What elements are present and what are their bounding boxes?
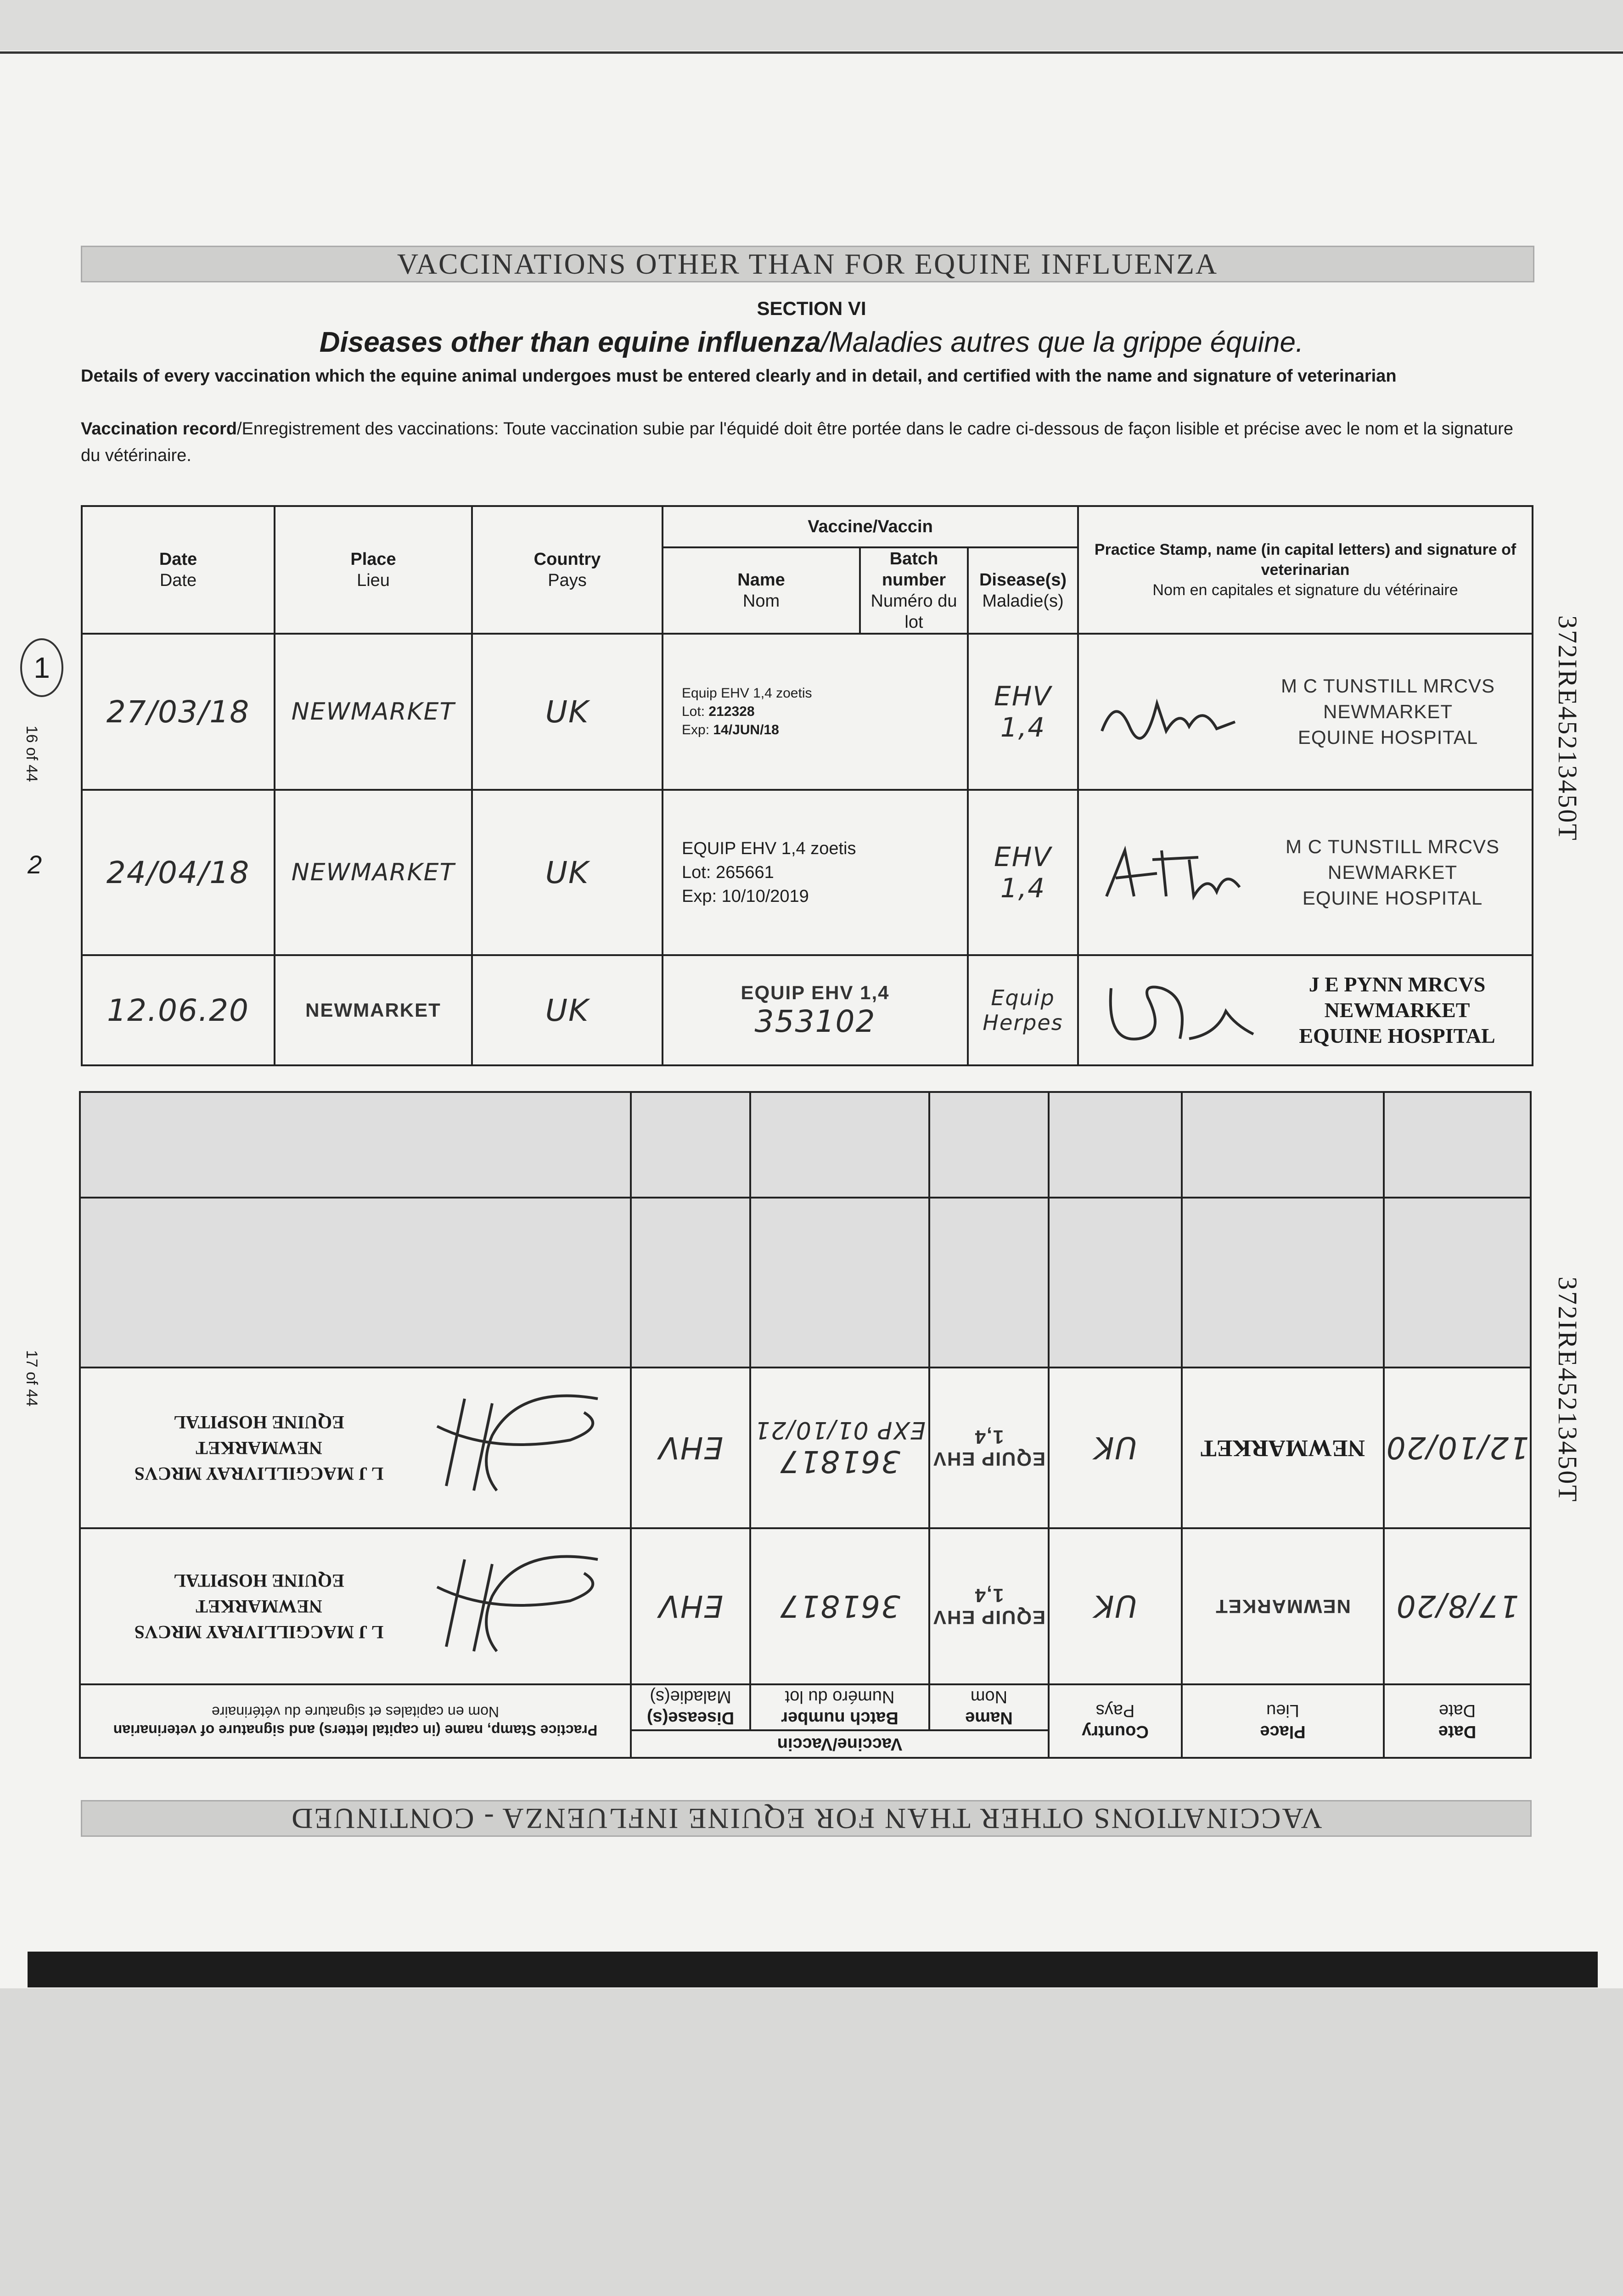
row1-vaccine-sticker: Equip EHV 1,4 zoetis Lot: 212328 Exp: 14/JUN/18 — [663, 634, 968, 790]
header-vaccine: Vaccine/Vaccin — [663, 506, 1078, 547]
page-title — [0, 326, 1623, 359]
row3-vaccine-name: EQUIP EHV 1,4 — [741, 981, 890, 1003]
row2-disease: EHV 1,4 — [968, 790, 1078, 955]
vet-signature — [1097, 970, 1263, 1052]
rot-row2-disease: EHV — [631, 1367, 750, 1528]
rot-row1-date: 17/8/20 — [1384, 1528, 1531, 1684]
rot-row1-vaccine-name: EQUIP EHV 1,4 — [929, 1528, 1049, 1684]
header-country: Country Pays — [1049, 1684, 1182, 1758]
rot-row1-lot: 361817 — [750, 1528, 929, 1684]
margin-number: 2 — [28, 850, 42, 879]
scan-bottom-border — [0, 1988, 1623, 2296]
row3-disease: Equip Herpes — [968, 955, 1078, 1065]
vaccination-table-continued — [79, 1091, 1532, 1759]
instructions-french-text: /Enregistrement des vaccinations: Toute vaccination subie par l'équidé doit être portée dans le cadre ci-dessous de façon lisible et précise avec le nom et la signature du vétérinaire. — [81, 419, 1514, 465]
header-disease: Disease(s) Maladie(s) — [968, 547, 1078, 634]
instructions-french-label: Vaccination record — [81, 419, 237, 439]
rot-row1-place: NEWMARKET — [1182, 1528, 1384, 1684]
row3-date: 12.06.20 — [82, 955, 275, 1065]
row1-date: 27/03/18 — [82, 634, 275, 790]
row1-disease: EHV 1,4 — [968, 634, 1078, 790]
header-place: Place Lieu — [1182, 1684, 1384, 1758]
header-date: Date Date — [1384, 1684, 1531, 1758]
row3-vaccine — [663, 955, 968, 1065]
rot-row2-lot: 361817 EXP 01/10/21 — [750, 1367, 929, 1528]
vet-signature — [419, 1385, 612, 1509]
row3-place: NEWMARKET — [275, 955, 472, 1065]
section-label: SECTION VI — [757, 298, 866, 319]
margin-circled-number: 1 — [20, 638, 63, 697]
rot-row2-date: 12/10/20 — [1384, 1367, 1531, 1528]
vet-signature — [419, 1546, 612, 1665]
title-french: /Maladies autres que la grippe équine. — [820, 326, 1304, 358]
row1-lot: 212328 — [708, 704, 755, 719]
row2-date: 24/04/18 — [82, 790, 275, 955]
scan-bottom-bar — [28, 1952, 1598, 1987]
page-number-top: 16 of 44 — [23, 726, 40, 782]
row2-lot: 265661 — [715, 863, 774, 882]
header-date: Date Date — [82, 506, 275, 634]
rot-row2-place: NEWMARKET — [1182, 1367, 1384, 1528]
header-batch: Batch number Numéro du lot — [860, 547, 968, 634]
row2-place: NEWMARKET — [275, 790, 472, 955]
table-row-empty — [80, 1092, 1531, 1198]
rot-row1-country: UK — [1049, 1528, 1182, 1684]
table-row — [82, 955, 1533, 1065]
row1-stamp: M C TUNSTILL MRCVS NEWMARKET EQUINE HOSPITAL — [1078, 634, 1533, 790]
vet-signature — [1097, 676, 1249, 749]
vaccination-table-top — [81, 505, 1533, 1066]
table-row — [80, 1367, 1531, 1528]
table-row-empty — [80, 1198, 1531, 1367]
row2-vaccine-sticker: EQUIP EHV 1,4 zoetis Lot: 265661 Exp: 10/10/2019 — [663, 790, 968, 955]
header-disease: Disease(s) Maladie(s) — [631, 1684, 750, 1730]
table-row — [80, 1528, 1531, 1684]
header-stamp: Practice Stamp, name (in capital letters) and signature of veterinarian Nom en capitales et signature du vétérinaire — [1078, 506, 1533, 634]
table-row — [82, 790, 1533, 955]
header-batch: Batch number Numéro du lot — [750, 1684, 929, 1730]
row3-country: UK — [472, 955, 663, 1065]
passport-id-top: 372IRE45213450T — [1553, 615, 1583, 842]
continued-banner: VACCINATIONS OTHER THAN FOR EQUINE INFLUENZA - CONTINUED — [81, 1800, 1532, 1837]
header-name: Name Nom — [929, 1684, 1049, 1730]
rot-row2-exp: EXP 01/10/21 — [754, 1416, 926, 1444]
row1-place: NEWMARKET — [275, 634, 472, 790]
rot-row2-vaccine-name: EQUIP EHV 1,4 — [929, 1367, 1049, 1528]
rot-row1-stamp: L J MACGILLIVRAY MRCVS NEWMARKET EQUINE HOSPITAL — [80, 1528, 631, 1684]
instructions-french — [81, 416, 1522, 469]
row2-country: UK — [472, 790, 663, 955]
row2-vaccine-name: EQUIP EHV 1,4 zoetis — [682, 839, 856, 858]
row3-lot: 353102 — [754, 1003, 876, 1039]
row1-vaccine-name: Equip EHV 1,4 zoetis — [682, 686, 812, 701]
rot-row2-stamp: L J MACGILLIVRAY MRCVS NEWMARKET EQUINE HOSPITAL — [80, 1367, 631, 1528]
row1-exp: 14/JUN/18 — [713, 722, 779, 737]
instructions-english: Details of every vaccination which the equine animal undergoes must be entered clearly and in detail, and certified with the name and signature of veterinarian — [81, 366, 1397, 386]
row1-country: UK — [472, 634, 663, 790]
rot-row1-disease: EHV — [631, 1528, 750, 1684]
header-place: Place Lieu — [275, 506, 472, 634]
vet-signature — [1097, 832, 1249, 910]
header-vaccine: Vaccine/Vaccin — [631, 1730, 1049, 1758]
row2-exp: 10/10/2019 — [721, 887, 809, 906]
title-english: Diseases other than equine influenza — [319, 326, 821, 358]
header-country: Country Pays — [472, 506, 663, 634]
row2-stamp: M C TUNSTILL MRCVS NEWMARKET EQUINE HOSPITAL — [1078, 790, 1533, 955]
row3-stamp: J E PYNN MRCVS NEWMARKET EQUINE HOSPITAL — [1078, 955, 1533, 1065]
table-row — [82, 634, 1533, 790]
header-name: Name Nom — [663, 547, 860, 634]
scan-top-rule — [0, 51, 1623, 54]
section-banner: VACCINATIONS OTHER THAN FOR EQUINE INFLUENZA — [81, 246, 1534, 282]
passport-id-bottom: 372IRE45213450T — [1553, 1277, 1583, 1503]
header-stamp: Practice Stamp, name (in capital letters) and signature of veterinarian Nom en capitales et signature du vétérinaire — [80, 1684, 631, 1758]
rot-row2-country: UK — [1049, 1367, 1182, 1528]
page-number-bottom: 17 of 44 — [23, 1350, 40, 1407]
continued-page-rotated — [81, 1052, 1532, 1837]
scan-top-border — [0, 0, 1623, 51]
